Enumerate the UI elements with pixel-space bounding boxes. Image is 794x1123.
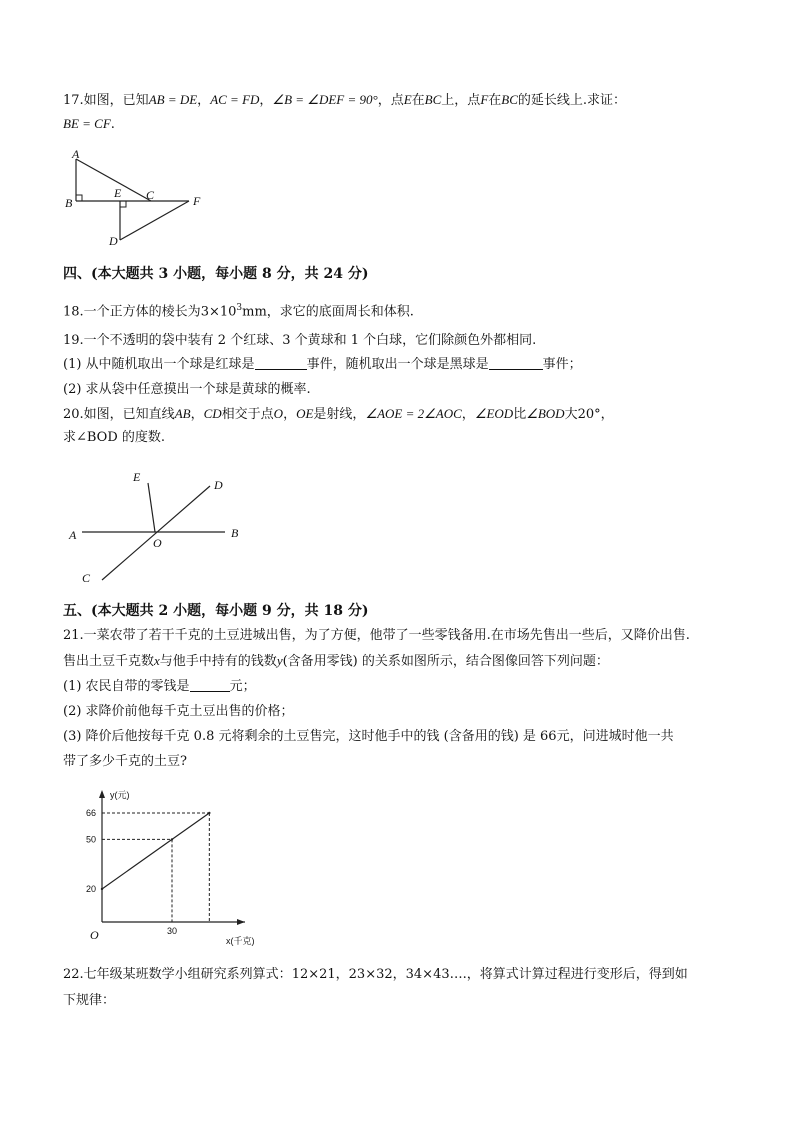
q17-sep: ， — [259, 93, 273, 108]
q17-point-e: E — [403, 92, 412, 107]
series-line — [102, 813, 209, 889]
q17-point-f: F — [480, 92, 489, 107]
q20-angle-bod: ∠BOD — [526, 406, 565, 421]
q19-part1-text: 事件； — [542, 357, 582, 372]
q19-part1 — [63, 355, 582, 375]
q20-text: 是射线， — [313, 407, 366, 422]
q22-line1 — [63, 965, 688, 985]
x-axis-label: x(千克) — [226, 936, 255, 946]
q20-text: 20.如图，已知直线 — [63, 407, 175, 422]
answer-blank[interactable] — [255, 355, 307, 370]
label-e: E — [114, 186, 122, 200]
label-d: D — [109, 234, 118, 248]
q21-var-y: y — [276, 653, 283, 668]
q17-text: 在 — [488, 93, 502, 108]
q21-text: 与他手中持有的钱数 — [159, 654, 277, 669]
q17-eq-ac-fd: AC = FD — [210, 92, 260, 107]
label-b: B — [65, 196, 73, 210]
q21-part2: (2) 求降价前他每千克土豆出售的价格； — [63, 704, 294, 719]
q19-part1-text: (1) 从中随机取出一个球是红球是 — [63, 357, 255, 372]
q20-text: 相交于点 — [221, 407, 274, 422]
section-4-title: 四、(本大题共 3 小题，每小题 8 分，共 24 分) — [63, 266, 369, 282]
q17-sep: ， — [197, 93, 211, 108]
y-tick-label: 66 — [86, 808, 97, 818]
label-b: B — [231, 526, 239, 540]
data-point — [101, 888, 103, 890]
q17-text: 上，点 — [441, 93, 481, 108]
q20-line-cd: CD — [203, 406, 222, 421]
q18-prefix: 18.一个正方体的棱长为 — [63, 304, 201, 320]
q20-text: ， — [461, 407, 475, 422]
q20-eq: ∠AOE = 2∠AOC — [365, 406, 462, 421]
q17-eq-angles: ∠B = ∠DEF = 90° — [272, 92, 378, 107]
origin-label: O — [90, 928, 99, 942]
y-axis-label: y(元) — [110, 790, 130, 800]
q18-suffix: ，求它的底面周长和体积. — [266, 304, 414, 320]
label-o: O — [153, 536, 162, 550]
q21-var-x: x — [154, 653, 160, 668]
label-c: C — [146, 188, 155, 202]
label-d: D — [214, 478, 223, 492]
q19-part1-text: 事件，随机取出一个球是黑球是 — [306, 357, 489, 372]
q17-text: 的延长线上.求证： — [517, 93, 627, 108]
q19-part2: (2) 求从袋中任意摸出一个球是黄球的概率. — [63, 382, 311, 397]
answer-blank[interactable] — [489, 355, 543, 370]
q20-figure — [62, 462, 262, 592]
q21-part3-line1: (3) 降价后他按每千克 0.8 元将剩余的土豆售完，这时他手中的钱 (含备用的钱) 是 66元，问进城时他一共 — [63, 729, 674, 744]
q20-degree: 20° — [577, 407, 601, 422]
x-axis-arrow — [237, 919, 245, 925]
q20-text: 大 — [564, 407, 578, 422]
q17-line2 — [63, 114, 115, 135]
q22-text: 22.七年级某班数学小组研究系列算式： — [63, 967, 292, 982]
y-axis-arrow — [99, 790, 105, 798]
q17-eq-ab-de: AB = DE — [148, 92, 198, 107]
q17-period: . — [110, 117, 115, 132]
q17-text: 在 — [411, 93, 425, 108]
q21-part1-text: 元； — [229, 679, 256, 694]
q18-unit: mm — [242, 304, 267, 320]
answer-blank[interactable] — [190, 677, 230, 692]
q19-stem: 19.一个不透明的袋中装有 2 个红球、3 个黄球和 1 个白球，它们除颜色外都相同. — [63, 333, 537, 348]
data-point — [171, 838, 173, 840]
q18-exponent: 3 — [236, 303, 243, 313]
y-tick-label: 50 — [86, 834, 97, 845]
q22-text: ，将算式计算过程进行变形后，得到如 — [466, 967, 688, 982]
section-5-title: 五、(本大题共 2 小题，每小题 9 分，共 18 分) — [63, 603, 369, 619]
q20-text: 比 — [513, 407, 527, 422]
q21-part3-line2: 带了多少千克的土豆? — [63, 754, 187, 769]
q20-line1 — [63, 404, 614, 425]
q20-line2: 求∠BOD 的度数. — [63, 430, 166, 445]
q17-seg-bc: BC — [501, 92, 518, 107]
q22-line2: 下规律： — [63, 993, 116, 1008]
q21-line1: 21.一菜农带了若干千克的土豆进城出售，为了方便，他带了一些零钱备用.在市场先售出一些后，又降价出售. — [63, 628, 690, 643]
q20-text: ， — [190, 407, 204, 422]
q17-goal: BE = CF — [63, 116, 111, 131]
q17-text: ，点 — [377, 93, 404, 108]
label-f: F — [193, 194, 201, 208]
q20-ray-oe: OE — [296, 406, 314, 421]
q21-line2 — [63, 651, 609, 672]
x-tick-label: 30 — [167, 926, 178, 936]
data-point — [208, 812, 210, 814]
q20-text: ， — [283, 407, 297, 422]
q17-seg-bc: BC — [424, 92, 442, 107]
q17-prefix: 17.如图，已知 — [63, 93, 149, 108]
label-a: A — [69, 528, 77, 542]
label-e: E — [133, 470, 141, 484]
q21-text: (含备用零钱) 的关系如图所示，结合图像回答下列问题： — [282, 654, 609, 669]
label-c: C — [82, 571, 91, 585]
q20-point-o: O — [273, 406, 284, 421]
q20-text: ， — [600, 407, 614, 422]
q21-chart — [80, 782, 310, 957]
q22-expressions: 12×21，23×32，34×43…. — [291, 967, 467, 982]
q20-angle-eod: ∠EOD — [474, 406, 514, 421]
q18-value: 3×10 — [200, 304, 237, 320]
q17-figure — [62, 145, 212, 250]
q17-line1 — [63, 90, 626, 111]
label-a: A — [72, 147, 80, 161]
q21-text: 售出土豆千克数 — [63, 654, 155, 669]
q21-part1 — [63, 677, 256, 697]
q18 — [63, 298, 414, 322]
q21-part1-text: (1) 农民自带的零钱是 — [63, 679, 190, 694]
q20-line-ab: AB — [174, 406, 191, 421]
y-tick-label: 20 — [86, 883, 97, 894]
